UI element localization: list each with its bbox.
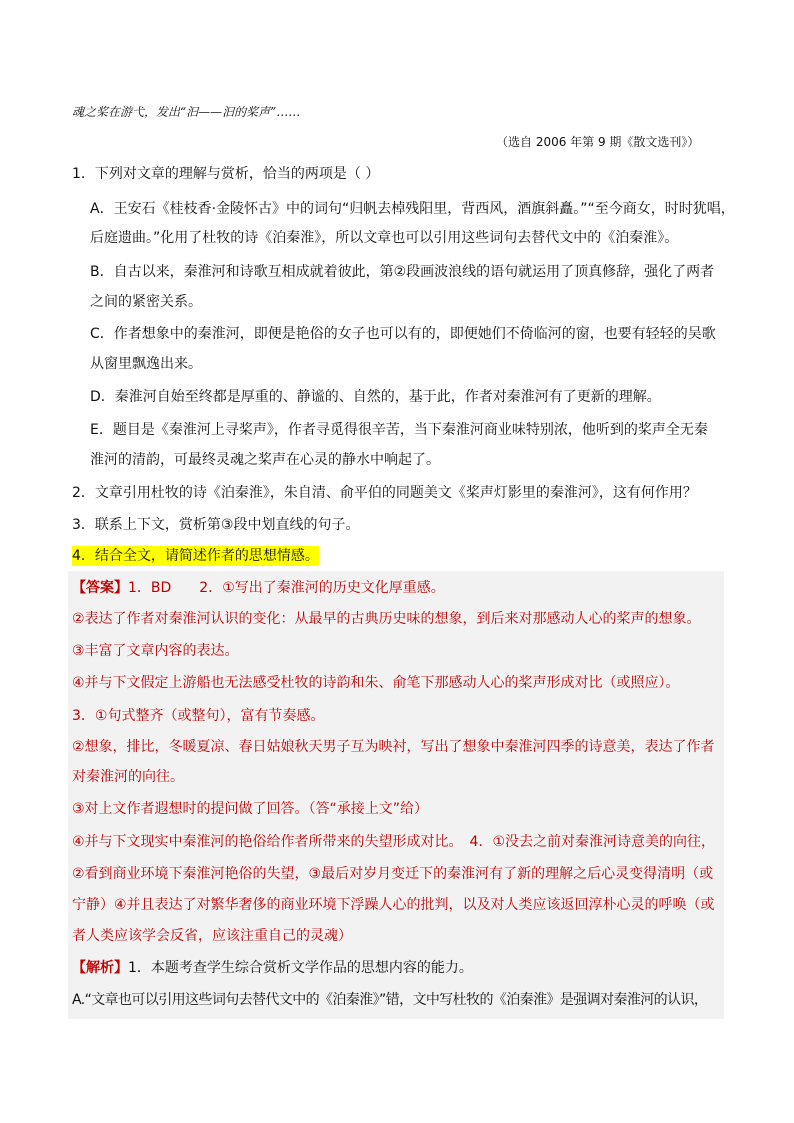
analysis-line-1: [72, 958, 473, 978]
top-line: 魂之桨在游弋，发出“汩——汩的桨声”……: [72, 105, 301, 119]
q1-option-a-line2: 后庭遗曲。”化用了杜牧的诗《泊秦淮》，所以文章也可以引用这些词句去替代文中的《泊秦淮》。: [90, 230, 679, 246]
q1-option-c-line2: 从窗里飘逸出来。: [90, 356, 202, 372]
q1-stem: 1．下列对文章的理解与赏析，恰当的两项是（ ）: [72, 166, 380, 182]
analysis-tag: 【解析】: [72, 960, 128, 976]
q1-option-c-line1: C．作者想象中的秦淮河，即便是艳俗的女子也可以有的，即便她们不倚临河的窗，也要有轻轻的吴歌: [90, 326, 716, 342]
answer-line-11: 宁静）④并且表达了对繁华奢侈的商业环境下浮躁人心的批判，以及对人类应该返回淳朴心灵的呼唤（或: [72, 897, 715, 913]
source-citation: （选自 2006 年第 9 期《散文选刊》）: [496, 135, 700, 149]
answer-line-4: ④并与下文假定上游船也无法感受杜牧的诗韵和朱、俞笔下那感动人心的桨声形成对比（或照应）。: [72, 675, 680, 691]
answer-block-background: [68, 571, 724, 1019]
q3-text: 3．联系上下文，赏析第③段中划直线的句子。: [72, 517, 360, 533]
analysis-text-1: 1．本题考查学生综合赏析文学作品的思想内容的能力。: [128, 960, 473, 976]
q1-option-b-line1: B．自古以来，秦淮河和诗歌互相成就着彼此，第②段画波浪线的语句就运用了顶真修辞，强化了两者: [90, 264, 715, 280]
q1-option-a-line1: A．王安石《桂枝香·金陵怀古》中的词句“归帆去棹残阳里，背西风，酒旗斜矗。”“至今商女，时时犹唱，: [90, 201, 735, 217]
answer-line-1: [72, 578, 445, 598]
q2-text: 2．文章引用杜牧的诗《泊秦淮》，朱自清、俞平伯的同题美文《桨声灯影里的秦淮河》，这有何作用？: [72, 485, 697, 501]
q1-option-e-line2: 淮河的清韵，可最终灵魂之桨声在心灵的静水中响起了。: [90, 452, 440, 468]
answer-line-7: 对秦淮河的向往。: [72, 769, 184, 785]
q4-text-highlighted: 4．结合全文，请简述作者的思想情感。: [72, 548, 319, 564]
analysis-line-2: A.“文章也可以引用这些词句去替代文中的《泊秦淮》”错，文中写杜牧的《泊秦淮》是强调对秦淮河的认识，: [72, 992, 708, 1008]
answer-tag: 【答案】: [72, 580, 128, 596]
answer-line-8: ③对上文作者遐想时的提问做了回答。（答“承接上文”给）: [72, 801, 429, 817]
answer-line-5: 3．①句式整齐（或整句），富有节奏感。: [72, 708, 325, 724]
answer-line-2: ②表达了作者对秦淮河认识的变化：从最早的古典历史味的想象，到后来对那感动人心的桨声的想象。: [72, 611, 701, 627]
answer-line-9: ④并与下文现实中秦淮河的艳俗给作者所带来的失望形成对比。 4．①没去之前对秦淮河诗意美的向往，: [72, 834, 716, 850]
answer-text-1: 1．BD 2．①写出了秦淮河的历史文化厚重感。: [128, 580, 445, 596]
answer-line-6: ②想象，排比，冬暖夏凉、春日姑娘秋天男子互为映衬，写出了想象中秦淮河四季的诗意美，表达了作者: [72, 739, 715, 755]
q1-option-e-line1: E．题目是《秦淮河上寻桨声》，作者寻觅得很辛苦，当下秦淮河商业味特别浓，他听到的桨声全无秦: [90, 422, 708, 438]
answer-line-3: ③丰富了文章内容的表达。: [72, 643, 239, 659]
q1-option-b-line2: 之间的紧密关系。: [90, 294, 202, 310]
answer-line-12: 者人类应该学会反省，应该注重自己的灵魂）: [72, 928, 352, 944]
q1-option-d-line1: D．秦淮河自始至终都是厚重的、静谧的、自然的，基于此，作者对秦淮河有了更新的理解。: [90, 389, 661, 405]
answer-line-10: ②看到商业环境下秦淮河艳俗的失望，③最后对岁月变迁下的秦淮河有了新的理解之后心灵变得清明（或: [72, 866, 714, 882]
